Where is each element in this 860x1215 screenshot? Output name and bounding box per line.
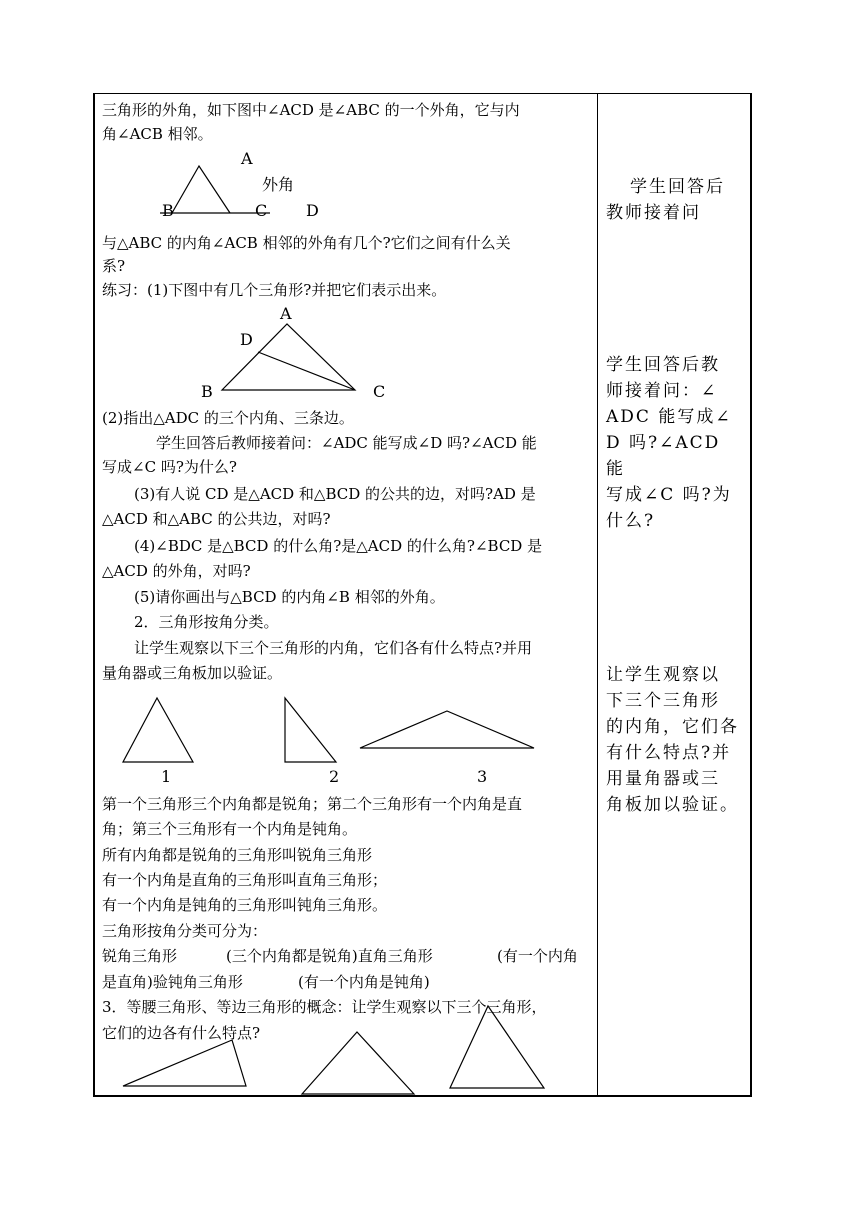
label-2: 2: [329, 767, 340, 786]
text-line: (4)∠BDC 是△BCD 的什么角?是△ACD 的什么角?∠BCD 是: [134, 537, 543, 555]
triangle-4b: [302, 1032, 414, 1094]
text-line: 角；第三个三角形有一个内角是钝角。: [102, 820, 358, 838]
right-triangle: [285, 698, 336, 762]
text-line: 角∠ACB 相邻。: [102, 125, 213, 143]
text-line: (2)指出△ADC 的三个内角、三条边。: [102, 409, 354, 427]
label-a: A: [280, 304, 292, 323]
triangle-4c: [450, 1006, 544, 1088]
text-line: 有一个内角是直角的三角形叫直角三角形；: [102, 871, 388, 889]
label-d: D: [306, 201, 319, 220]
text-line: 2．三角形按角分类。: [134, 613, 279, 631]
triangle-4a: [123, 1040, 246, 1086]
label-b: B: [201, 382, 213, 401]
text-line: 是直角)验钝角三角形: [102, 973, 243, 991]
text-line: 让学生观察以下三个三角形的内角，它们各有什么特点?并用: [134, 639, 533, 657]
triangle-abc: [172, 166, 230, 213]
text-line: 第一个三角形三个内角都是锐角；第二个三角形有一个内角是直: [102, 795, 523, 813]
text-line: (5)请你画出与△BCD 的内角∠B 相邻的外角。: [134, 588, 445, 606]
side-note-2: 学生回答后教 师接着问：∠ ADC 能写成∠ D 吗?∠ACD 能 写成∠C 吗?为 什么?: [606, 355, 732, 531]
text-line: 写成∠C 吗?为什么?: [102, 458, 237, 476]
acute-triangle: [123, 698, 193, 762]
text-line: 量角器或三角板加以验证。: [102, 664, 283, 682]
text-line: 三角形按角分类可分为：: [102, 922, 268, 940]
text-line: 练习：(1)下图中有几个三角形?并把它们表示出来。: [102, 281, 447, 299]
side-note-3: 让学生观察以 下三个三角形 的内角，它们各 有什么特点?并 用量角器或三 角板加以验证。: [606, 665, 739, 815]
label-c: C: [373, 382, 386, 401]
text-line: 三角形的外角，如下图中∠ACD 是∠ABC 的一个外角，它与内: [102, 101, 520, 119]
label-1: 1: [161, 767, 172, 786]
text-line: △ACD 和△ABC 的公共边，对吗?: [102, 510, 331, 528]
side-note-1: 学生回答后: [630, 177, 725, 197]
label-a: A: [241, 149, 253, 168]
text-line: 学生回答后教师接着问：∠ADC 能写成∠D 吗?∠ACD 能: [156, 434, 537, 452]
text-line: (三个内角都是锐角)直角三角形: [226, 947, 433, 965]
text-line: △ACD 的外角，对吗?: [102, 562, 251, 580]
text-line: 3．等腰三角形、等边三角形的概念：让学生观察以下三个三角形，: [102, 998, 547, 1016]
label-c: C: [255, 201, 268, 220]
segment-dc: [258, 352, 355, 390]
text-line: 与△ABC 的内角∠ACB 相邻的外角有几个?它们之间有什么关: [102, 234, 511, 252]
side-note-1b: 教师接着问: [606, 203, 701, 223]
text-line: (有一个内角是钝角): [298, 973, 430, 991]
text-line: 所有内角都是锐角的三角形叫锐角三角形: [102, 846, 373, 864]
text-line: 锐角三角形: [102, 947, 178, 965]
label-d: D: [240, 330, 253, 349]
label-b: B: [162, 201, 174, 220]
obtuse-triangle: [360, 711, 534, 748]
text-line: (3)有人说 CD 是△ACD 和△BCD 的公共的边，对吗?AD 是: [134, 485, 536, 503]
text-line: 有一个内角是钝角的三角形叫钝角三角形。: [102, 896, 388, 914]
label-exterior-angle: 外角: [262, 175, 295, 194]
label-3: 3: [477, 767, 488, 786]
text-line: 系?: [102, 257, 126, 275]
text-line: (有一个内角: [497, 947, 578, 965]
text-line: 它们的边各有什么特点?: [102, 1024, 261, 1042]
